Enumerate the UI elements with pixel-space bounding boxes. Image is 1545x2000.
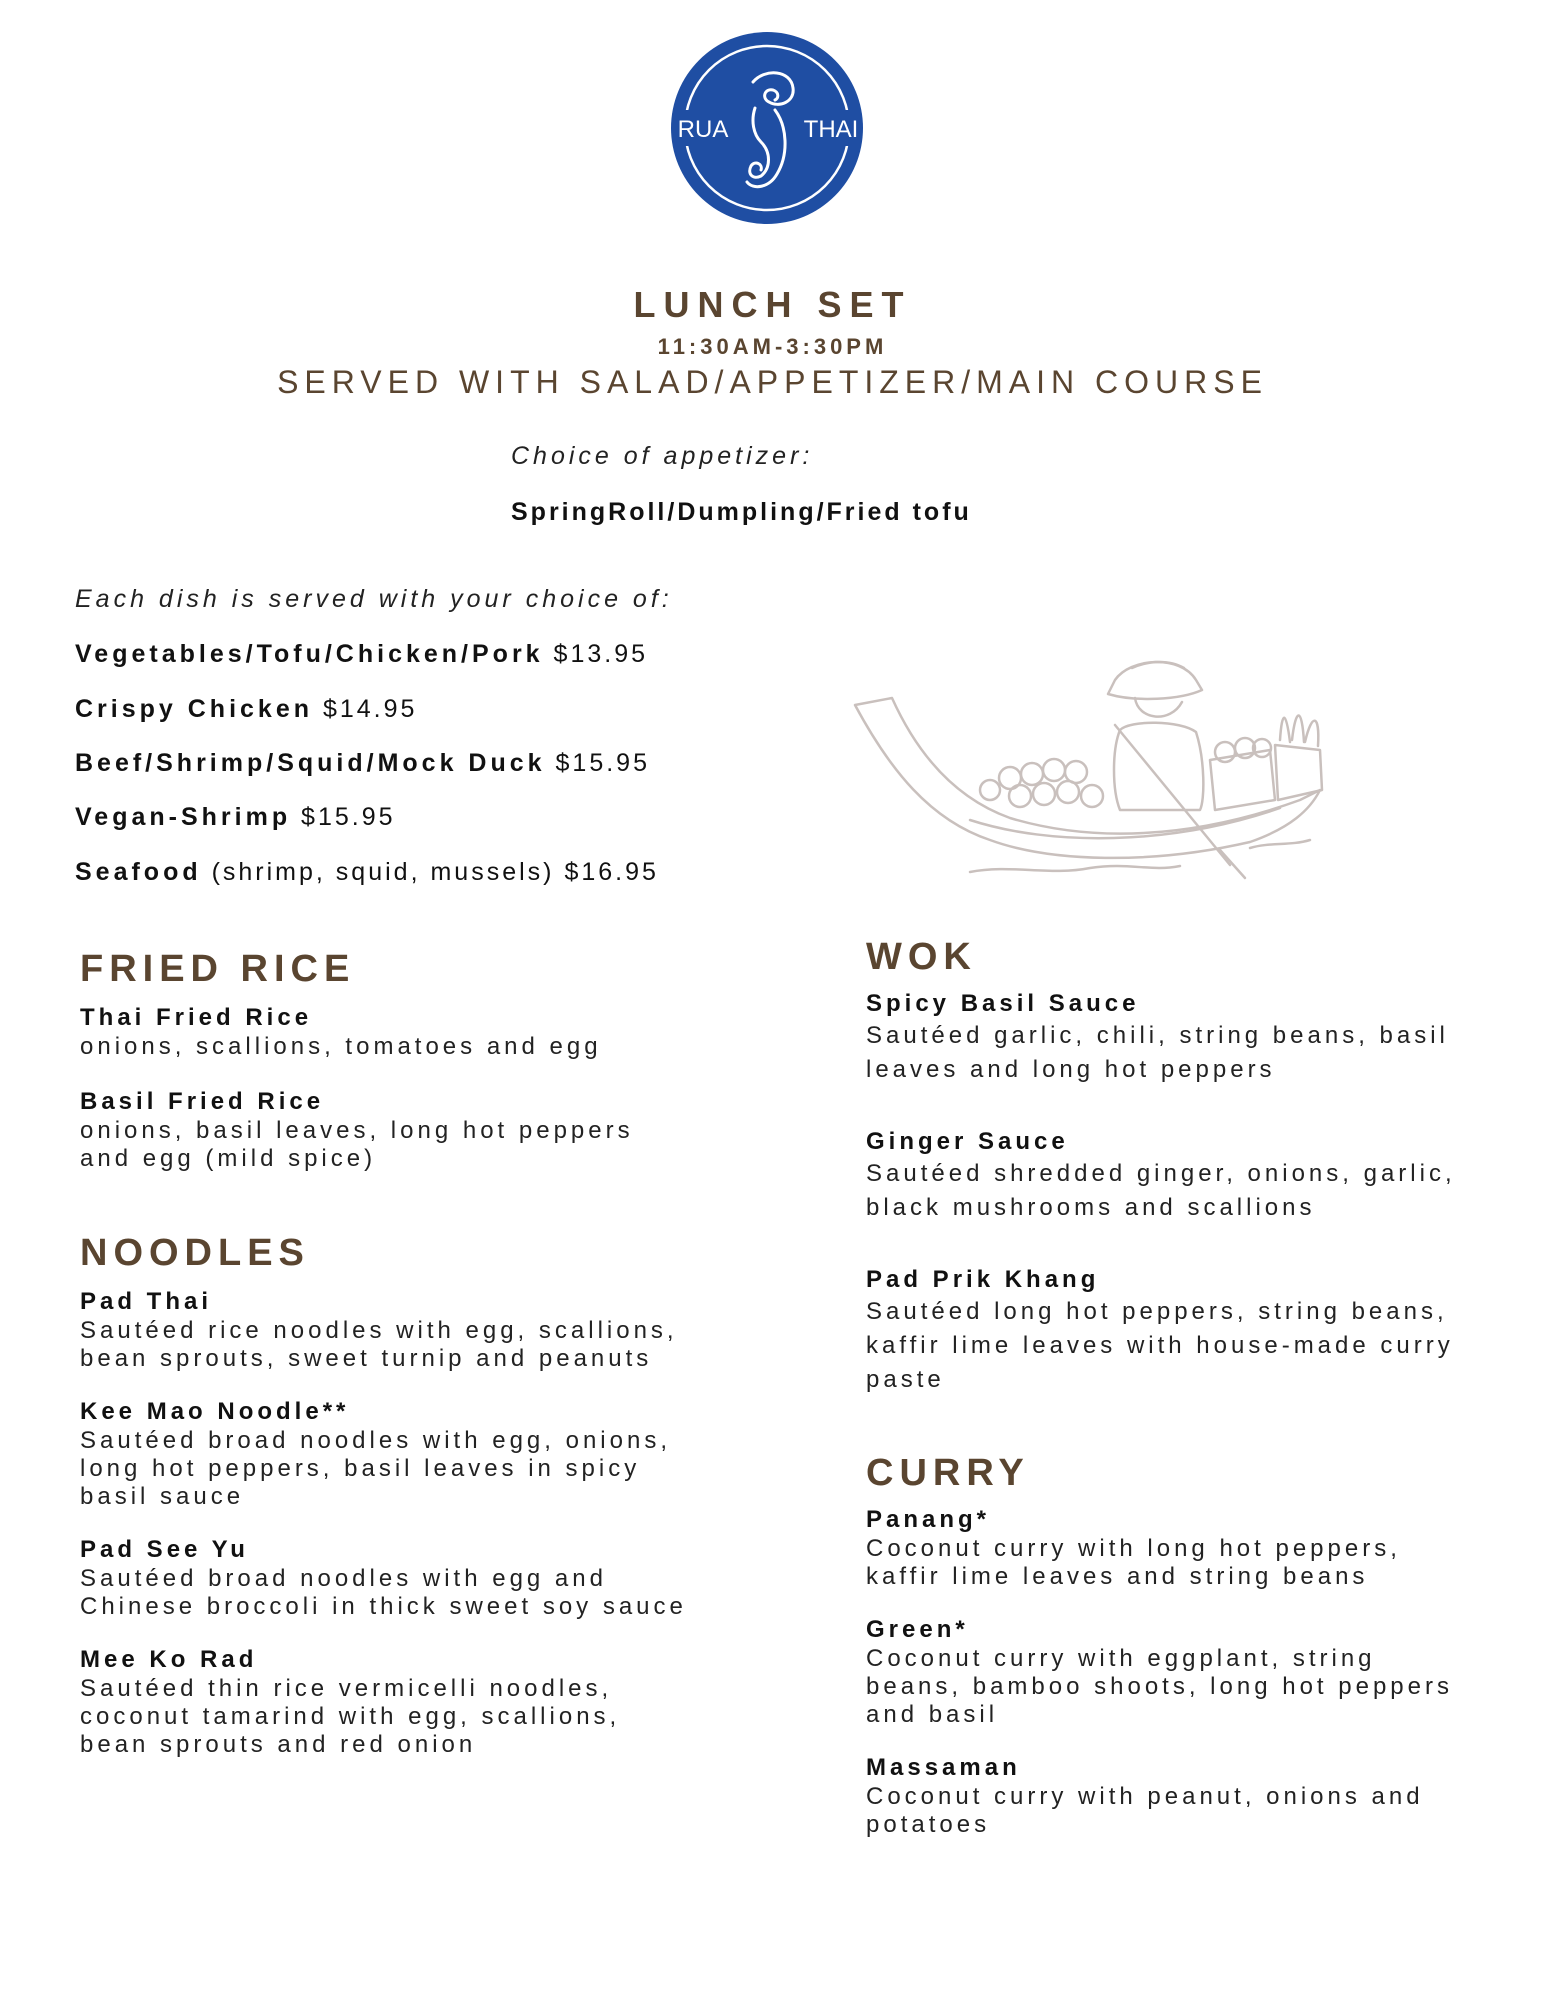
svg-text:THAI: THAI [803, 116, 859, 143]
dish-description: long hot peppers, basil leaves in spicy [80, 1455, 641, 1482]
dish-description: Sautéed rice noodles with egg, scallions, [80, 1317, 678, 1344]
menu-item [80, 1003, 760, 1061]
dish-description: and basil [866, 1701, 999, 1728]
dish-description: black mushrooms and scallions [866, 1194, 1316, 1221]
menu-item [80, 1397, 760, 1511]
section-title: NOODLES [80, 1232, 310, 1274]
protein-price: $14.95 [322, 695, 418, 723]
dish-name: Kee Mao Noodle** [80, 1398, 350, 1425]
dish-description: Sautéed broad noodles with egg and [80, 1565, 607, 1592]
protein-price: $15.95 [555, 749, 650, 777]
section-title: CURRY [866, 1452, 1030, 1494]
protein-choice-heading: Each dish is served with your choice of: [75, 585, 673, 613]
menu-item [80, 1087, 760, 1173]
protein-price: $13.95 [553, 640, 649, 668]
dish-name: Pad See Yu [80, 1536, 249, 1563]
protein-name: Vegan-Shrimp [75, 803, 292, 831]
menu-title: LUNCH SET [633, 284, 912, 325]
served-with-note: SERVED WITH SALAD/APPETIZER/MAIN COURSE [277, 364, 1268, 400]
dish-description: Sautéed thin rice vermicelli noodles, [80, 1675, 613, 1702]
protein-price-row [75, 695, 417, 724]
rua-thai-logo [669, 30, 865, 226]
svg-text:RUA: RUA [677, 116, 729, 143]
dish-name: Pad Thai [80, 1288, 213, 1315]
dish-description: coconut tamarind with egg, scallions, [80, 1703, 621, 1730]
protein-price-row [75, 749, 650, 778]
menu-item [866, 1127, 1506, 1225]
menu-item [866, 1265, 1506, 1397]
section-title: FRIED RICE [80, 948, 356, 990]
protein-price-row [75, 858, 659, 887]
dish-description: Coconut curry with eggplant, string [866, 1645, 1376, 1672]
wok-section [866, 936, 1506, 1397]
noodles-section [80, 1232, 760, 1759]
dish-description: Coconut curry with peanut, onions and [866, 1783, 1424, 1810]
dish-description: onions, scallions, tomatoes and egg [80, 1033, 602, 1060]
dish-description: Chinese broccoli in thick sweet soy sauce [80, 1593, 687, 1620]
protein-name: Beef/Shrimp/Squid/Mock Duck [75, 749, 546, 777]
dish-description: Sautéed garlic, chili, string beans, basil [866, 1022, 1449, 1049]
dish-description: kaffir lime leaves with house-made curry [866, 1332, 1454, 1359]
dish-description: Sautéed broad noodles with egg, onions, [80, 1427, 671, 1454]
dish-description: Coconut curry with long hot peppers, [866, 1535, 1401, 1562]
dish-description: Sautéed long hot peppers, string beans, [866, 1298, 1448, 1325]
dish-name: Pad Prik Khang [866, 1266, 1100, 1293]
boat-vendor-icon [850, 650, 1350, 890]
dish-name: Spicy Basil Sauce [866, 990, 1140, 1017]
boat-illustration [850, 650, 1350, 890]
dish-description: onions, basil leaves, long hot peppers [80, 1117, 634, 1144]
menu-item [866, 989, 1506, 1087]
dish-description: kaffir lime leaves and string beans [866, 1563, 1369, 1590]
protein-price-row [75, 803, 396, 832]
menu-item [866, 1753, 1506, 1839]
protein-price: $15.95 [301, 803, 396, 831]
protein-name: Seafood [75, 858, 202, 886]
logo-badge-icon [669, 30, 865, 226]
dish-description: beans, bamboo shoots, long hot peppers [866, 1673, 1453, 1700]
menu-item [866, 1615, 1506, 1729]
dish-description: potatoes [866, 1811, 991, 1838]
menu-item [80, 1287, 760, 1373]
dish-name: Massaman [866, 1754, 1021, 1781]
dish-name: Mee Ko Rad [80, 1646, 258, 1673]
protein-price-row [75, 640, 648, 669]
dish-description: and egg (mild spice) [80, 1145, 377, 1172]
protein-name: Vegetables/Tofu/Chicken/Pork [75, 640, 544, 668]
dish-description: bean sprouts and red onion [80, 1731, 477, 1758]
dish-description: bean sprouts, sweet turnip and peanuts [80, 1345, 653, 1372]
protein-note: (shrimp, squid, mussels) [211, 858, 555, 886]
dish-name: Basil Fried Rice [80, 1088, 325, 1115]
section-title: WOK [866, 936, 977, 978]
dish-name: Panang* [866, 1506, 991, 1533]
dish-name: Green* [866, 1616, 969, 1643]
menu-item [866, 1505, 1506, 1591]
protein-name: Crispy Chicken [75, 695, 314, 723]
lunch-hours: 11:30AM-3:30PM [657, 334, 888, 359]
dish-description: leaves and long hot peppers [866, 1056, 1276, 1083]
protein-price: $16.95 [564, 858, 659, 886]
dish-description: paste [866, 1366, 945, 1393]
menu-item [80, 1645, 760, 1759]
dish-name: Thai Fried Rice [80, 1004, 313, 1031]
menu-item [80, 1535, 760, 1621]
dish-description: Sautéed shredded ginger, onions, garlic, [866, 1160, 1456, 1187]
curry-section [866, 1452, 1506, 1839]
fried-rice-section [80, 948, 760, 1173]
dish-name: Ginger Sauce [866, 1128, 1069, 1155]
appetizer-heading: Choice of appetizer: [511, 442, 814, 470]
appetizer-options: SpringRoll/Dumpling/Fried tofu [511, 498, 972, 526]
dish-description: basil sauce [80, 1483, 245, 1510]
